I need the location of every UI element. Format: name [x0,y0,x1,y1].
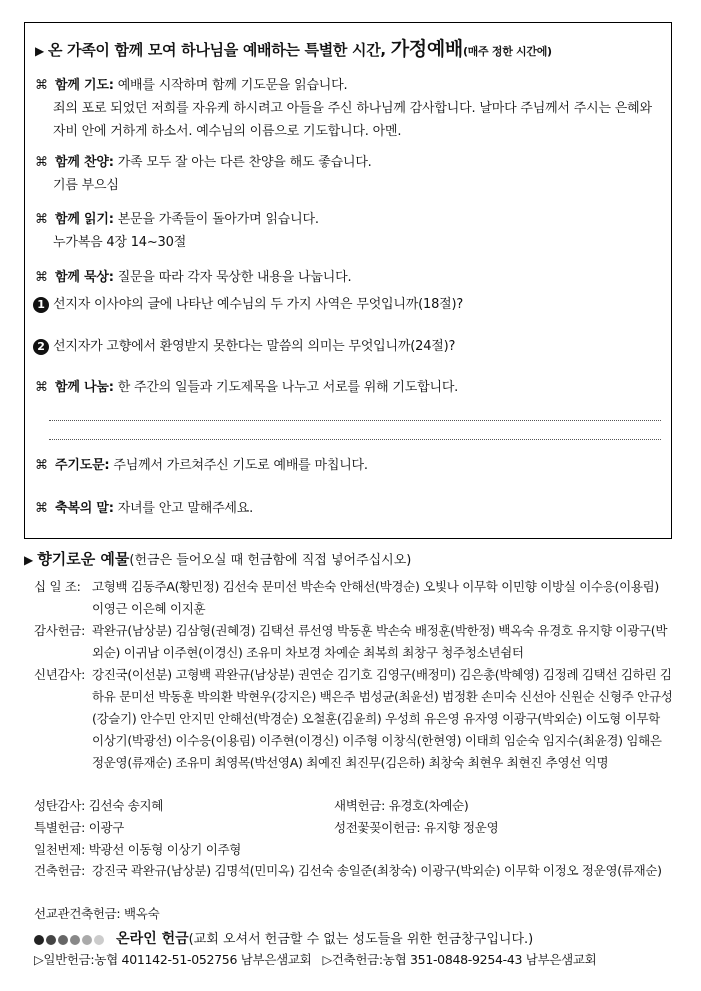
section-praise: ⌘ 함께 찬양: 가족 모두 잘 아는 다른 찬양을 해도 좋습니다. 기름 부으심 [35,151,663,197]
writing-line-2 [49,439,661,440]
command-icon: ⌘ [35,212,48,227]
question-2: 2 선지자가 고향에서 환영받지 못한다는 말씀의 의미는 무엇입니까(24절)? [33,335,455,355]
offering-christmas: 성탄감사: 김선숙 송지혜 [34,798,164,813]
tithe-names: 고형백 김동주A(황민정) 김선숙 문미선 박손숙 안해선(박경순) 오빛나 이무학 이민향 이방실 이수응(이용림) 이영근 이은혜 이지훈 [92,579,659,616]
offering-flowers: 성전꽃꽂이헌금: 유지향 정운영 [334,820,499,835]
praise-song: 기름 부으심 [53,178,119,193]
offering-daily-bread: 일천번제: 박광선 이동형 이상기 이주형 [34,842,242,857]
thanks-names: 곽완규(남상분) 김삼형(권혜경) 김택선 류선영 박동훈 박손숙 배정훈(박한정) 백옥숙 유경호 유지향 이광구(박외순) 이귀남 이주현(이경신) 조유미 차보경 차예순 최복희 최창구 청주청소년쉼터 [92,623,668,660]
offering-building: 건축헌금: 강진국 곽완규(남상분) 김명석(민미옥) 김선숙 송일준(최창숙) 이광구(박외순) 이무학 이정오 정운영(류재순) [34,860,674,882]
worship-title-note: (매주 정한 시간에) [462,45,552,58]
building-account: ▷건축헌금:농협 351-0848-9254-43 남부은샘교회 [322,952,597,967]
question-1: 1 선지자 이사야의 글에 나타난 예수님의 두 가지 사역은 무엇입니까(18절)? [33,293,463,313]
section-sharing: ⌘ 함께 나눔: 한 주간의 일들과 기도제목을 나누고 서로를 위해 기도합니다. [35,376,663,399]
writing-line-1 [49,420,661,421]
triangle-right-icon: ▶ [24,553,34,567]
building-names: 강진국 곽완규(남상분) 김명석(민미옥) 김선숙 송일준(최창숙) 이광구(박외순) 이무학 이정오 정운영(류재순) [92,863,662,878]
offering-mission-building: 선교관건축헌금: 백옥숙 [34,906,160,921]
command-icon: ⌘ [35,270,48,285]
worship-title: ▶ 온 가족이 함께 모여 하나님을 예배하는 특별한 시간, 가정예배(매주 정한 시간에) [35,38,552,60]
online-note: (교회 오셔서 헌금할 수 없는 성도들을 위한 헌금창구입니다.) [188,932,534,947]
online-offering [34,928,533,948]
family-worship-box [24,22,672,539]
command-icon: ⌘ [35,458,48,473]
section-meditation: ⌘ 함께 묵상: 질문을 따라 각자 묵상한 내용을 나눕니다. [35,266,663,289]
section-prayer: ⌘ 함께 기도: 예배를 시작하며 함께 기도문을 읽습니다. 죄의 포로 되었던 저희를 자유케 하시려고 아들을 주신 하나님께 감사합니다. 날마다 주님께서 주시는 은혜와 자비 안에 거하게 하소서. 예수님의 이름으로 기도합니다. 아멘. [35,74,663,143]
section-blessing: ⌘ 축복의 말: 자녀를 안고 말해주세요. [35,497,663,520]
number-1-icon: 1 [33,297,49,313]
newyear-names: 강진국(이선분) 고형백 곽완규(남상분) 권연순 김기호 김영구(배정미) 김은총(박혜영) 김정례 김택선 김하린 김하유 문미선 박동훈 박의환 박현우(강지은) 백은주 범성균(최윤선) 범정환 손미숙 신선아 신원순 신형주 안규성(강슬기) 안수민 안지민 안해선(박경순) 오철훈(김윤희) 우성희 유은영 유자영 이광구(박외순) 이도형 이무학 이상기(박광선) 이수응(이용림) 이주현(이경신) 이주형 이창식(한현영) 이태희 임순숙 임지수(최윤경) 임해은 정운영(류재순) 조유미 최영목(박선영A) 최예진 최진무(김은하) 최창숙 최현우 최현진 추영선 익명 [92,667,673,770]
offering-thanks: 감사헌금: 곽완규(남상분) 김삼형(권혜경) 김택선 류선영 박동훈 박손숙 배정훈(박한정) 백옥숙 유경호 유지향 이광구(박외순) 이귀남 이주현(이경신) 조유미 차보경 차예순 최복희 최창구 청주청소년쉼터 [34,620,674,664]
reading-passage: 누가복음 4장 14~30절 [53,235,187,250]
offering-newyear: 신년감사: 강진국(이선분) 고형백 곽완규(남상분) 권연순 김기호 김영구(배정미) 김은총(박혜영) 김정례 김택선 김하린 김하유 문미선 박동훈 박의환 박현우(강지은) 백은주 범성균(최윤선) 범정환 손미숙 신선아 신원순 신형주 안규성(강슬기) 안수민 안지민 안해선(박경순) 오철훈(김윤희) 우성희 유은영 유자영 이광구(박외순) 이도형 이무학 이상기(박광선) 이수응(이용림) 이주현(이경신) 이주형 이창식(한현영) 이태희 임순숙 임지수(최윤경) 임해은 정운영(류재순) 조유미 최영목(박선영A) 최예진 최진무(김은하) 최창숙 최현우 최현진 추영선 익명 [34,664,674,774]
triangle-right-icon: ▶ [35,44,44,58]
section-lords-prayer: ⌘ 주기도문: 주님께서 가르쳐주신 기도로 예배를 마칩니다. [35,454,663,477]
dots-icon [34,932,106,947]
worship-title-main: 가정예배 [390,38,463,60]
number-2-icon: 2 [33,339,49,355]
offering-special: 특별헌금: 이광구 [34,820,125,835]
prayer-body: 죄의 포로 되었던 저희를 자유케 하시려고 아들을 주신 하나님께 감사합니다. 날마다 주님께서 주시는 은혜와 자비 안에 거하게 하소서. 예수님의 이름으로 기도합니다. 아멘. [53,101,652,139]
command-icon: ⌘ [35,155,48,170]
section-reading: ⌘ 함께 읽기: 본문을 가족들이 돌아가며 읽습니다. 누가복음 4장 14~30절 [35,208,663,254]
general-account: ▷일반헌금:농협 401142-51-052756 남부은샘교회 [34,952,312,967]
offering-title: ▶ 향기로운 예물(헌금은 들어오실 때 헌금함에 직접 넣어주십시오) [24,550,412,568]
command-icon: ⌘ [35,501,48,516]
command-icon: ⌘ [35,380,48,395]
offering-dawn: 새벽헌금: 유경호(차예순) [334,798,469,813]
offering-tithe: 십 일 조: 고형백 김동주A(황민정) 김선숙 문미선 박손숙 안해선(박경순) 오빛나 이무학 이민향 이방실 이수응(이용림) 이영근 이은혜 이지훈 [34,576,674,620]
command-icon: ⌘ [35,78,48,93]
online-head: 온라인 헌금 [116,931,189,947]
offering-note: (헌금은 들어오실 때 헌금함에 직접 넣어주십시오) [129,553,412,568]
bank-accounts [34,950,596,968]
